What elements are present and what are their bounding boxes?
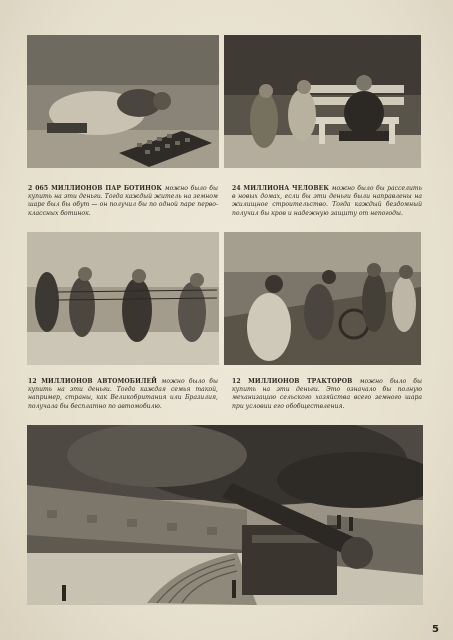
caption-housing-text: можно было бы расселить в новых домах, если бы эти деньги были направлены на жилищное строительство. Тогда каждый бездомный получил бы кров и надежную защиту от непогоды. bbox=[232, 185, 423, 217]
page-number: 5 bbox=[432, 624, 439, 635]
caption-housing bbox=[232, 185, 422, 218]
photo-sleeping-shoeshiner bbox=[27, 35, 219, 168]
photo-homeless-on-bench bbox=[224, 35, 421, 168]
caption-shoes-lead: 2 065 МИЛЛИОНОВ ПАР БОТИНОК bbox=[28, 185, 162, 192]
caption-cars bbox=[28, 378, 218, 411]
caption-cars-lead: 12 МИЛЛИОНОВ АВТОМОБИЛЕЙ bbox=[28, 378, 158, 385]
photo-railway-artillery-gun bbox=[27, 425, 423, 605]
caption-tractors-lead: 12 МИЛЛИОНОВ ТРАКТОРОВ bbox=[232, 378, 353, 385]
photo-men-pulling-cart bbox=[27, 232, 219, 365]
caption-tractors bbox=[232, 378, 422, 411]
photo-men-pulling-plough bbox=[224, 232, 421, 365]
caption-cars-text: можно было бы купить на эти деньги. Тогда каждая семья такой, например, страны, как Великобритания или Бразилия, получала бы бесплатно по автомобилю. bbox=[28, 378, 218, 410]
caption-housing-lead: 24 МИЛЛИОНА ЧЕЛОВЕК bbox=[232, 185, 330, 192]
caption-shoes bbox=[28, 185, 218, 218]
caption-shoes-text: можно было бы купить на эти деньги. Тогда каждый житель на земном шаре был бы обут — он получил бы по одной паре перво-классных ботинок. bbox=[28, 185, 218, 217]
caption-tractors-text: можно было бы купить на эти деньги. Это означало бы полную механизацию сельского хозяйства всего земного шара при условии его обобществления. bbox=[232, 378, 422, 410]
